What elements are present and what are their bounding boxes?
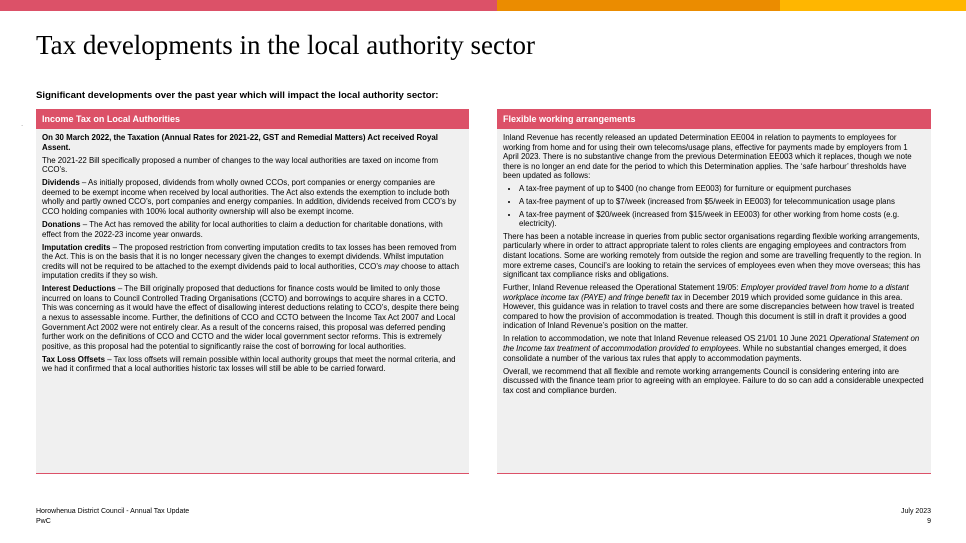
bill-intro: The 2021-22 Bill specifically proposed a number of changes to the way local authorities are taxed on income from CCO’s. [42,155,439,175]
top-bar-yellow-segment [780,0,966,11]
safe-harbour-list [503,184,925,228]
income-tax-panel [36,109,469,474]
dividends-text: – As initially proposed, dividends from wholly owned CCOs, port companies or energy companies are deemed to be exempt income when received by local authorities. The Act also extends the exemption to include both wholly and partly owned CCO’s, port companies and energy companies. In addition, dividends received from CCO’s by CCO holding companies with 100% local authority ownership will also be exempt income. [42,178,457,216]
recommendation-paragraph: Overall, we recommend that all flexible and remote working arrangements Council is considering entering into are discussed with the finance team prior to agreeing with an employee. Failure to do so can add a considerable unexpected tax cost and compliance burden. [503,366,924,395]
top-color-bar [0,0,966,11]
income-tax-panel-header: Income Tax on Local Authorities [36,109,469,129]
flexible-working-panel [497,109,931,474]
footer-date: July 2023 [901,508,931,515]
list-item: • A tax-free payment of up to $400 (no change from EE003) for furniture or equipment purchases [519,184,925,194]
footer-doc-title: Horowhenua District Council - Annual Tax Update [36,508,190,515]
tax-loss-text: – Tax loss offsets will remain possible within local authority groups that meet the normal criteria, and we had it confirmed that a local authorities historic tax losses will still be able to be carried forward. [42,354,456,374]
slide-subtitle: Significant developments over the past year which will impact the local authority sector: [36,90,439,101]
donations-paragraph [42,220,463,239]
dividends-paragraph [42,178,463,216]
tax-loss-term: Tax Loss Offsets [42,354,105,364]
accom-text-a: In relation to accommodation, we note that Inland Revenue released OS 21/01 10 June 2021 [503,334,830,344]
imputation-text-a: – The proposed restriction from converting imputation credits to tax losses has been removed from the Act. This is on the basis that it is no longer necessary given the changes to exempt dividends. Whilst imputation credits will not be required to be attached to the exempt dividends paid to local authorities, CCO’s [42,242,457,271]
os-text-a: Further, Inland Revenue released the Operational Statement 19/05: [503,283,741,293]
donations-text: – The Act has removed the ability for local authorities to claim a deduction for charitable donations, with effect from the 2022-23 income year onwards. [42,219,443,239]
royal-assent-lead: On 30 March 2022, the Taxation (Annual Rates for 2021-22, GST and Remedial Matters) Act received Royal Assent. [42,133,438,152]
income-tax-panel-body [36,129,469,374]
flexible-working-panel-header: Flexible working arrangements [497,109,931,129]
queries-paragraph: There has been a notable increase in queries from public sector organisations regarding flexible working arrangements, particularly where in order to attract appropriate talent to roles clients are engaging employees and contractors from distant locations. Some are working remotely from outside the region and some are travelling frequently to the region. In more extreme cases, Council’s are looking to retain the services of employees even when they move overseas; this has significant tax compliance risks and obligations. [503,231,921,280]
interest-term: Interest Deductions [42,284,116,294]
flexible-working-panel-body [497,129,931,395]
imputation-text-b: choose to attach imputation credits if they so wish. [42,261,460,281]
top-bar-red-segment [0,0,497,11]
slide-title: Tax developments in the local authority sector [36,30,535,60]
list-item: • A tax-free payment of up to $7/week (increased from $5/week in EE003) for telecommunication usage plans [519,197,925,207]
footer-brand: PwC [36,518,51,525]
determination-paragraph: Inland Revenue has recently released an updated Determination EE004 in relation to payments to employees for working from home and for using their own telecoms/usage plans, effective for payments made by employers from 1 April 2023. There is no substantive change from the previous Determination EE003 which it replaces, though we note there is no longer an end date for the period to which this Determination applies. The ‘safe harbour’ thresholds have been updated as follows: [503,133,912,181]
accom-title: Operational Statement on the Income tax treatment of accommodation provided to employees [503,334,920,354]
accommodation-paragraph [503,334,925,363]
operational-statement-paragraph [503,283,925,331]
tax-loss-paragraph [42,355,463,374]
footer-left [36,507,189,527]
footer-right [901,507,931,527]
os-title: Employer provided travel from home to a distant workplace income tax (PAYE) and fringe benefit tax [503,283,909,302]
donations-term: Donations [42,219,81,229]
stray-dot: . [21,119,24,128]
imputation-may: may [383,261,399,271]
imputation-term: Imputation credits [42,242,111,252]
top-bar-orange-segment [497,0,780,11]
list-item: • A tax-free payment of $20/week (increased from $15/week in EE003) for other working from home costs (e.g. electricity). [519,210,925,229]
interest-text: – The Bill originally proposed that deductions for finance costs would be limited to only those incurred on loans to Council Controlled Trading Organisations (CCTO) and borrowings to acquire shares in a CCTO. This was concerning as it would have the effect of disallowing interest deductions relating to CCO’s, despite there being a nexus to assessable income. Further, the definitions of CCO and CCTO between the Income Tax Act 2007 and Local Government Act 2002 were not entirely clear. As a result of the concerns raised, this proposal was deferred pending further work on the definitions of CCO and CCTO and the wider local government sector reforms. This is extremely positive, as this proposal had the potential to significantly raise the cost of borrowing for local authorities. [42,284,459,351]
interest-paragraph [42,284,463,351]
os-text-b: in December 2019 which provided some guidance in this area. However, this guidance was in relation to travel costs and there are some discrepancies between how travel is treated compared to how the provision of accommodation is treated. Though this document is still in draft it provides a good indication of Inland Revenue’s position on the matter. [503,292,914,331]
dividends-term: Dividends [42,178,80,188]
imputation-paragraph [42,243,463,281]
accom-text-b: . While no substantial changes emerged, it does consolidate a number of the various tax rules that apply to accommodation payments. [503,344,907,363]
page-number: 9 [927,518,931,525]
